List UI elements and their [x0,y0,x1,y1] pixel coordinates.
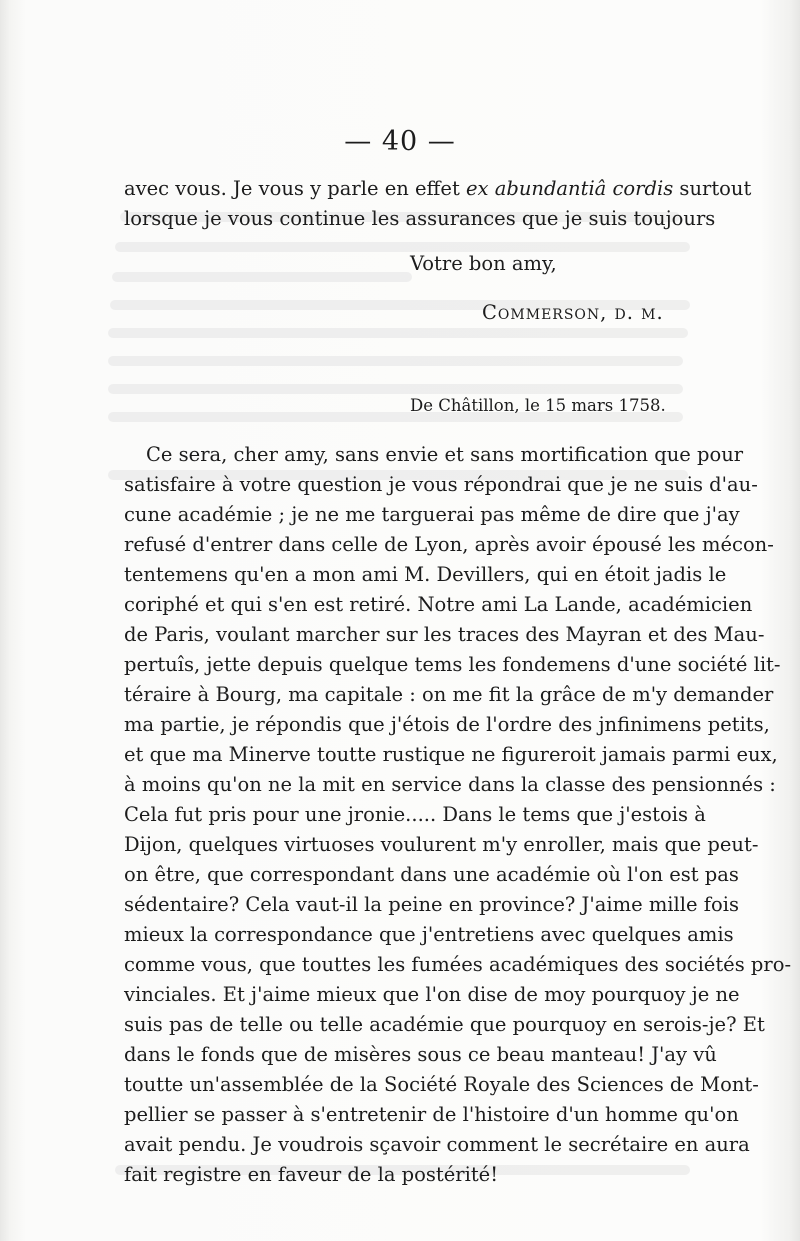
text-line: de Paris, voulant marcher sur les traces des Mayran et des Mau- [124,623,765,646]
text-line: comme vous, que touttes les fumées académiques des sociétés pro- [124,953,792,976]
text-line: coriphé et qui s'en est retiré. Notre ami La Lande, académicien [124,593,753,616]
signature: Commerson, d. m. [482,301,664,324]
text-line: dans le fonds que de misères sous ce beau manteau! J'ay vû [124,1043,717,1066]
text-line: fait registre en faveur de la postérité! [124,1163,499,1186]
text-line: ma partie, je répondis que j'étois de l'ordre des jnfinimens petits, [124,713,770,736]
latin-phrase: ex abundantiâ cordis [465,177,674,200]
text-line: vinciales. Et j'aime mieux que l'on dise de moy pourquoy je ne [124,983,740,1006]
text-line: cune académie ; je ne me targuerai pas même de dire que j'ay [124,503,740,526]
text-line: et que ma Minerve toutte rustique ne figureroit jamais parmi eux, [124,743,778,766]
text-line: lorsque je vous continue les assurances que je suis toujours [124,207,716,230]
letter-body [124,440,792,1190]
letter-dateline: De Châtillon, le 15 mars 1758. [410,396,666,415]
text-line: toutte un'assemblée de la Société Royale des Sciences de Mont- [124,1073,759,1096]
text-line: tentemens qu'en a mon ami M. Devillers, qui en étoit jadis le [124,563,727,586]
text-line: pellier se passer à s'entretenir de l'histoire d'un homme qu'on [124,1103,739,1126]
text-line: suis pas de telle ou telle académie que pourquoy en serois-je? Et [124,1013,765,1036]
text-line: refusé d'entrer dans celle de Lyon, après avoir épousé les mécon- [124,533,774,556]
text-line: Dijon, quelques virtuoses voulurent m'y enroller, mais que peut- [124,833,759,856]
text-line: Ce sera, cher amy, sans envie et sans mortification que pour [146,443,744,466]
closing-salutation: Votre bon amy, [410,252,557,275]
text-line: avait pendu. Je voudrois sçavoir comment le secrétaire en aura [124,1133,750,1156]
page-number: — 40 — [344,126,456,157]
text-line: sédentaire? Cela vaut-il la peine en province? J'aime mille fois [124,893,739,916]
text-line: à moins qu'on ne la mit en service dans la classe des pensionnés : [124,773,776,796]
text-line: mieux la correspondance que j'entretiens avec quelques amis [124,923,734,946]
letter-continuation [124,174,752,234]
text-line: pertuîs, jette depuis quelque tems les fondemens d'une société lit- [124,653,781,676]
text-line: Cela fut pris pour une jronie..... Dans le tems que j'estois à [124,803,706,826]
text-line: on être, que correspondant dans une académie où l'on est pas [124,863,739,886]
text-line: satisfaire à votre question je vous répondrai que je ne suis d'au- [124,473,758,496]
text-line: téraire à Bourg, ma capitale : on me fit la grâce de m'y demander [124,683,774,706]
text-line: avec vous. Je vous y parle en effet ex abundantiâ cordis surtout [124,177,752,200]
